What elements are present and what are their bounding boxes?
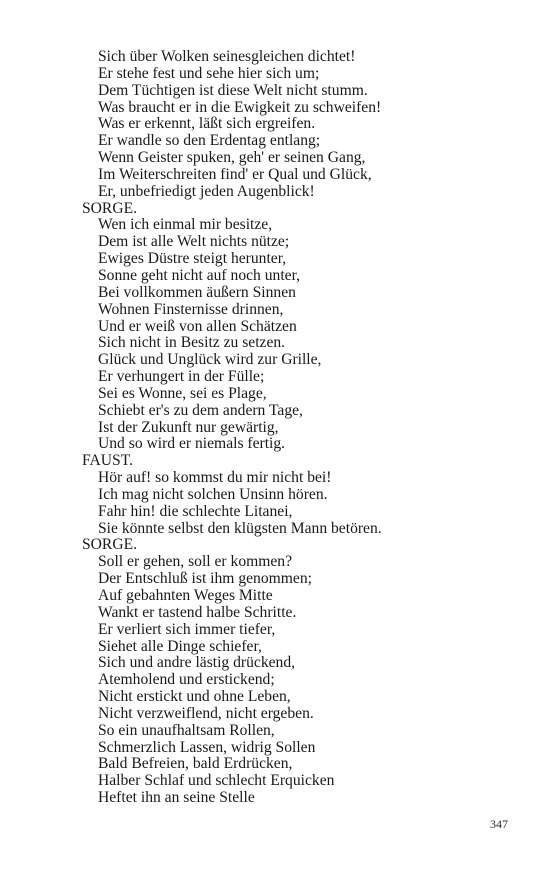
verse-line: Wen ich einmal mir besitze, bbox=[98, 216, 273, 234]
verse-line: Er verliert sich immer tiefer, bbox=[98, 620, 276, 638]
verse-line: Halber Schlaf und schlecht Erquicken bbox=[98, 772, 335, 790]
verse-line: Bald Befreien, bald Erdrücken, bbox=[98, 755, 293, 773]
verse-line: Ist der Zukunft nur gewärtig, bbox=[98, 418, 279, 436]
verse-line: Bei vollkommen äußern Sinnen bbox=[98, 283, 296, 301]
verse-line: Sonne geht nicht auf noch unter, bbox=[98, 266, 301, 284]
verse-line: Sich über Wolken seinesgleichen dichtet! bbox=[98, 48, 356, 65]
verse-line: Fahr hin! die schlechte Litanei, bbox=[98, 502, 293, 520]
verse-line: Glück und Unglück wird zur Grille, bbox=[98, 351, 322, 369]
speaker-name: FAUST. bbox=[82, 452, 133, 470]
verse-line: Nicht erstickt und ohne Leben, bbox=[98, 688, 291, 706]
verse-line: Und so wird er niemals fertig. bbox=[98, 435, 286, 453]
verse-line: Dem Tüchtigen ist diese Welt nicht stumm. bbox=[98, 81, 368, 99]
verse-line: Was braucht er in die Ewigkeit zu schweifen! bbox=[98, 98, 382, 116]
verse-line: Auf gebahnten Weges Mitte bbox=[98, 587, 273, 604]
verse-line: Was er erkennt, läßt sich ergreifen. bbox=[98, 115, 316, 133]
page-number: 347 bbox=[490, 817, 508, 831]
verse-line: Dem ist alle Welt nichts nütze; bbox=[98, 233, 290, 251]
verse-line: Er verhungert in der Fülle; bbox=[98, 368, 265, 386]
verse-line: So ein unaufhaltsam Rollen, bbox=[98, 721, 275, 739]
verse-line: Und er weiß von allen Schätzen bbox=[98, 317, 297, 335]
verse-line: Sei es Wonne, sei es Plage, bbox=[98, 384, 267, 402]
speaker-name: SORGE. bbox=[82, 536, 138, 554]
verse-line: Sich und andre lästig drückend, bbox=[98, 654, 296, 672]
verse-line: Nicht verzweiflend, nicht ergeben. bbox=[98, 704, 314, 722]
verse-line: Im Weiterschreiten find' er Qual und Glück, bbox=[98, 165, 372, 183]
verse-line: Soll er gehen, soll er kommen? bbox=[98, 553, 293, 571]
verse-line: Siehet alle Dinge schiefer, bbox=[98, 637, 262, 655]
verse-line: Wenn Geister spuken, geh' er seinen Gang, bbox=[98, 149, 366, 167]
verse-line: Heftet ihn an seine Stelle bbox=[98, 789, 255, 807]
verse-line: Atemholend und erstickend; bbox=[98, 671, 275, 689]
verse-line: Hör auf! so kommst du mir nicht bei! bbox=[98, 469, 332, 487]
verse-line: Er wandle so den Erdentag entlang; bbox=[98, 132, 321, 150]
verse-text-block bbox=[82, 49, 522, 807]
verse-line: Er stehe fest und sehe hier sich um; bbox=[98, 64, 320, 82]
verse-line: Wohnen Finsternisse drinnen, bbox=[98, 300, 284, 318]
speaker-name: SORGE. bbox=[82, 199, 138, 217]
verse-line: Schiebt er's zu dem andern Tage, bbox=[98, 401, 303, 419]
verse-line: Schmerzlich Lassen, widrig Sollen bbox=[98, 738, 316, 756]
verse-line: Er, unbefriedigt jeden Augenblick! bbox=[98, 182, 315, 200]
verse-line: Sie könnte selbst den klügsten Mann betören. bbox=[98, 519, 382, 537]
verse-line: Ich mag nicht solchen Unsinn hören. bbox=[98, 485, 328, 503]
verse-line: Sich nicht in Besitz zu setzen. bbox=[98, 334, 286, 352]
verse-line: Ewiges Düstre steigt herunter, bbox=[98, 250, 287, 268]
verse-line: Wankt er tastend halbe Schritte. bbox=[98, 603, 297, 621]
verse-line: Der Entschluß ist ihm genommen; bbox=[98, 570, 312, 588]
